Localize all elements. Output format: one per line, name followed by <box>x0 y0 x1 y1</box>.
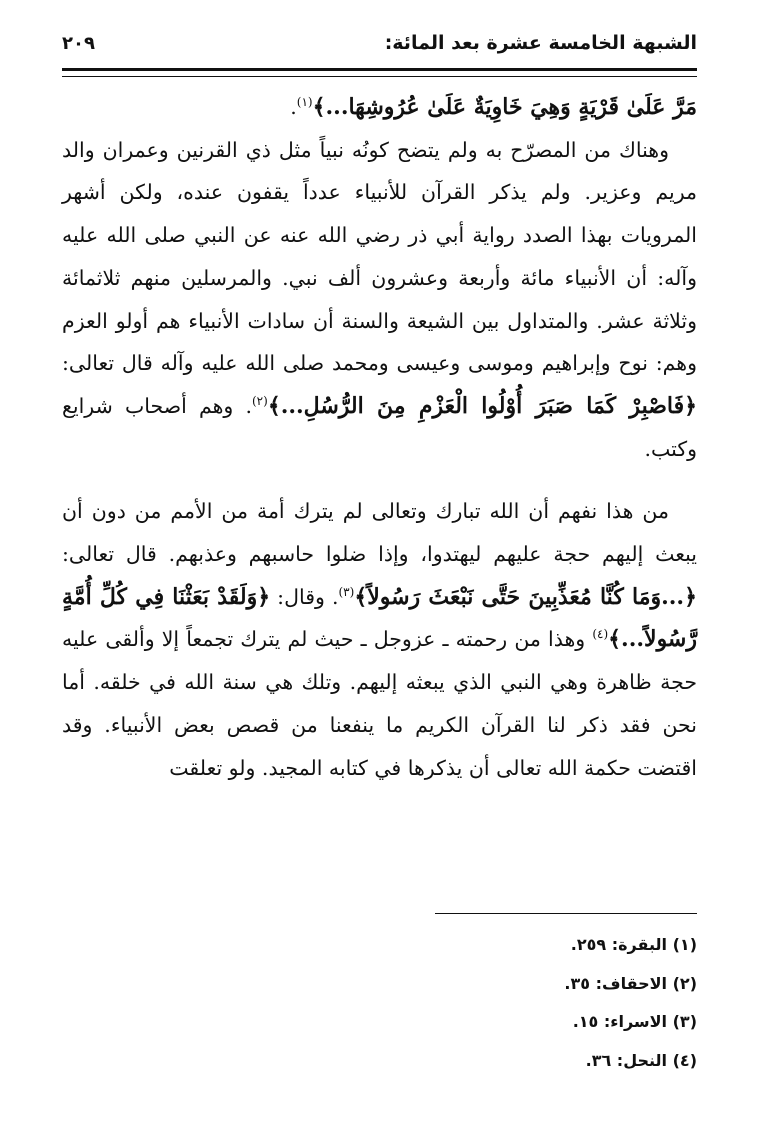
paragraph-2-end: وهذا من رحمته ـ عزوجل ـ حيث لم يترك تجمعاً إلا وألقى عليه حجة ظاهرة وهي النبي الذي يبعثه إليهم. وتلك هي سنة الله في خلقه. أما نحن فقد ذكر لنا القرآن الكريم ما ينفعنا من قصص بعض الأنبياء. وقد اقتضت حكمة الله تعالى أن يذكرها في كتابه المجيد. ولو تعلقت <box>62 627 697 780</box>
footnote-3: (٣) الاسراء: ١٥. <box>572 1012 697 1031</box>
footnote-ref-3: (٣) <box>338 584 355 599</box>
footnotes <box>397 926 697 1080</box>
paragraph-1-end: . وهم أصحاب شرايع وكتب. <box>62 393 697 461</box>
footnote-1: (١) البقرة: ٢٥٩. <box>570 935 697 954</box>
verse-4-intro: . وقال: <box>277 584 339 609</box>
quran-verse-3: ﴿...وَمَا كُنَّا مُعَذِّبِينَ حَتَّى نَبْعَثَ رَسُولاً﴾ <box>354 583 697 610</box>
main-text <box>62 86 697 789</box>
quran-verse-4: ﴿وَلَقَدْ بَعَثْنَا فِي كُلِّ أُمَّةٍ رَّسُولاً...﴾ <box>62 583 697 653</box>
header-rule-thick <box>62 68 697 71</box>
footnote-ref-4: (٤) <box>592 627 609 642</box>
quran-verse-2: ﴿فَاصْبِرْ كَمَا صَبَرَ أُوْلُوا الْعَزْمِ مِنَ الرُّسُلِ...﴾ <box>267 392 697 419</box>
paragraph-2-text: من هذا نفهم أن الله تبارك وتعالى لم يترك أمة من الأمم من دون أن يبعث إليهم حجة عليهم ليهتدوا، وإذا ضلوا حاسبهم وعذبهم. قال تعالى: <box>62 499 697 567</box>
header-rule-thin <box>62 76 697 77</box>
footnote-2: (٢) الاحقاف: ٣٥. <box>564 973 697 993</box>
verse-continuation: مَرَّ عَلَىٰ قَرْيَةٍ وَهِيَ خَاوِيَةٌ عَلَىٰ عُرُوشِهَا...﴾$^{(١)}$. <box>290 94 697 120</box>
paragraph-divine-proof <box>62 490 697 789</box>
paragraph-1-text: وهناك من المصرّح به ولم يتضح كونُه نبياً مثل ذي القرنين وعمران والد مريم وعزير. ولم يذكر القرآن للأنبياء عدداً يقفون عنده، ولكن أشهر المرويات بهذا الصدد رواية أبي ذر رضي الله عنه عن النبي صلى الله عليه وآله: أن الأنبياء مائة وأربعة وعشرون ألف نبي. والمرسلين منهم ثلاثمائة وثلاثة عشر. والمتداول بين الشيعة والسنة أن سادات الأنبياء هم أولو العزم وهم: نوح وإبراهيم وموسى وعيسى ومحمد صلى الله عليه وآله قال تعالى: <box>62 137 697 376</box>
chapter-heading: الشبهة الخامسة عشرة بعد المائة: <box>384 32 697 54</box>
footnote-separator <box>435 913 697 914</box>
footnote-ref-1: (١) <box>296 95 313 110</box>
footnote-4: (٤) النحل: ٣٦. <box>585 1050 697 1070</box>
page-number: ٢٠٩ <box>62 32 95 54</box>
running-header <box>62 28 697 58</box>
footnote-ref-2: (٢) <box>251 394 268 409</box>
paragraph-prophets <box>62 129 697 471</box>
quran-verse-1: مَرَّ عَلَىٰ قَرْيَةٍ وَهِيَ خَاوِيَةٌ عَلَىٰ عُرُوشِهَا...﴾ <box>312 94 697 120</box>
